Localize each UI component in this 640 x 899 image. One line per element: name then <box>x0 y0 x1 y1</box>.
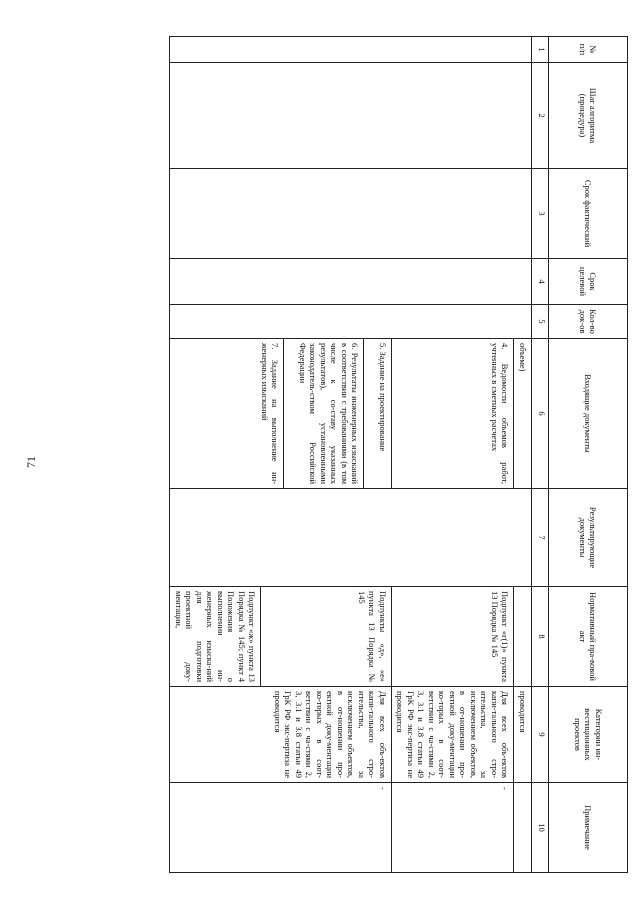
category-item: Для всех объ-ектов капи-тального стро-ительства, за исключением объектов, в от-ношении про-ектной доку-ментации ко-торых в соот-ветствии с ча-стями 2, 3, 3.1 и 3.8 статьи 49 ГрК РФ экс-пертиза не проводится <box>395 691 511 778</box>
cell-note-empty <box>514 783 532 873</box>
input-doc-item: 5. Задание на проектирование <box>378 343 388 452</box>
header-step: Шаг алгоритма (процедура) <box>549 63 628 169</box>
category-tail: проводится <box>518 691 528 733</box>
cell-note <box>392 783 515 873</box>
header-result-docs: Результирующие документы <box>549 489 628 587</box>
colnum-10: 10 <box>532 783 549 873</box>
cell-legal-act-group <box>170 587 392 687</box>
colnum-7: 7 <box>532 489 549 587</box>
colnum-3: 3 <box>532 169 549 259</box>
cell-input-doc <box>392 339 515 489</box>
cell-input-docs-group <box>170 339 392 489</box>
cell-actual-term <box>170 169 532 259</box>
rotated-table-wrapper <box>62 36 628 872</box>
colnum-8: 8 <box>532 587 549 687</box>
category-item: Для всех объ-ектов капи-тального стро-ительства, за исключением объектов, в от-ношении про-ектной доку-ментации ко-торых в соот-ветствии с ча-стями 2, 3, 3.1 и 3.8 статьи 49 ГрК РФ экс-пертиза не проводится <box>273 691 388 778</box>
table-row <box>514 37 532 873</box>
header-project-categories: Категории ин-вестиционных проектов <box>549 687 628 783</box>
column-number-row <box>532 37 549 873</box>
header-input-docs: Входящие документы <box>549 339 628 489</box>
cell-legal-act <box>392 587 515 687</box>
legal-act-item: Подпункт «г(1)» пункта 13 Порядка № 145 <box>490 591 511 682</box>
input-doc-item: 6. Результаты инженерных изысканий в соответствии с требованиями (в том числе к со-ставу указанных результатов), установленными законодатель-ством Российской Федерации <box>298 339 365 488</box>
header-note: Примечание <box>549 783 628 873</box>
cell-input-doc-continued <box>514 339 532 489</box>
colnum-5: 5 <box>532 305 549 339</box>
colnum-1: 1 <box>532 37 549 63</box>
cell-category-continued <box>514 687 532 783</box>
header-legal-act: Нормативный пра-вовой акт <box>549 587 628 687</box>
cell-doc-count <box>170 305 532 339</box>
legal-act-item: Подпункт «ж» пункта 13 Порядка № 145; пункт 4 Положения о выполнении ин-женерных изыска-ний для подготовки проектной доку-ментации, <box>174 587 262 686</box>
procedure-table <box>170 36 629 873</box>
header-row <box>549 37 628 873</box>
cell-category <box>170 687 392 783</box>
page-number: 71 <box>24 456 38 468</box>
header-num: № п/п <box>549 37 628 63</box>
header-doc-count: Кол-во док-ов <box>549 305 628 339</box>
input-doc-item: 4. Ведомости объемов работ, учтенных в сметных расчетах <box>490 343 511 484</box>
colnum-6: 6 <box>532 339 549 489</box>
cell-note <box>170 783 392 873</box>
cell-target-term <box>170 259 532 305</box>
header-target-term: Срок целевой <box>549 259 628 305</box>
header-actual-term: Срок фактический <box>549 169 628 259</box>
legal-act-item: Подпункты «д», «е» пункта 13 Порядка № 145 <box>357 591 388 682</box>
cell-num <box>170 37 532 63</box>
note-item: - <box>378 787 388 790</box>
colnum-9: 9 <box>532 687 549 783</box>
colnum-2: 2 <box>532 63 549 169</box>
input-doc-tail: объеме) <box>518 343 528 372</box>
cell-category <box>392 687 515 783</box>
cell-legal-act-empty <box>514 587 532 687</box>
cell-step <box>170 63 532 169</box>
cell-result-docs <box>170 489 532 587</box>
colnum-4: 4 <box>532 259 549 305</box>
note-item: - <box>500 787 511 790</box>
input-doc-item: 7. Задание на выполнение ин-женерных изысканий <box>260 339 285 488</box>
